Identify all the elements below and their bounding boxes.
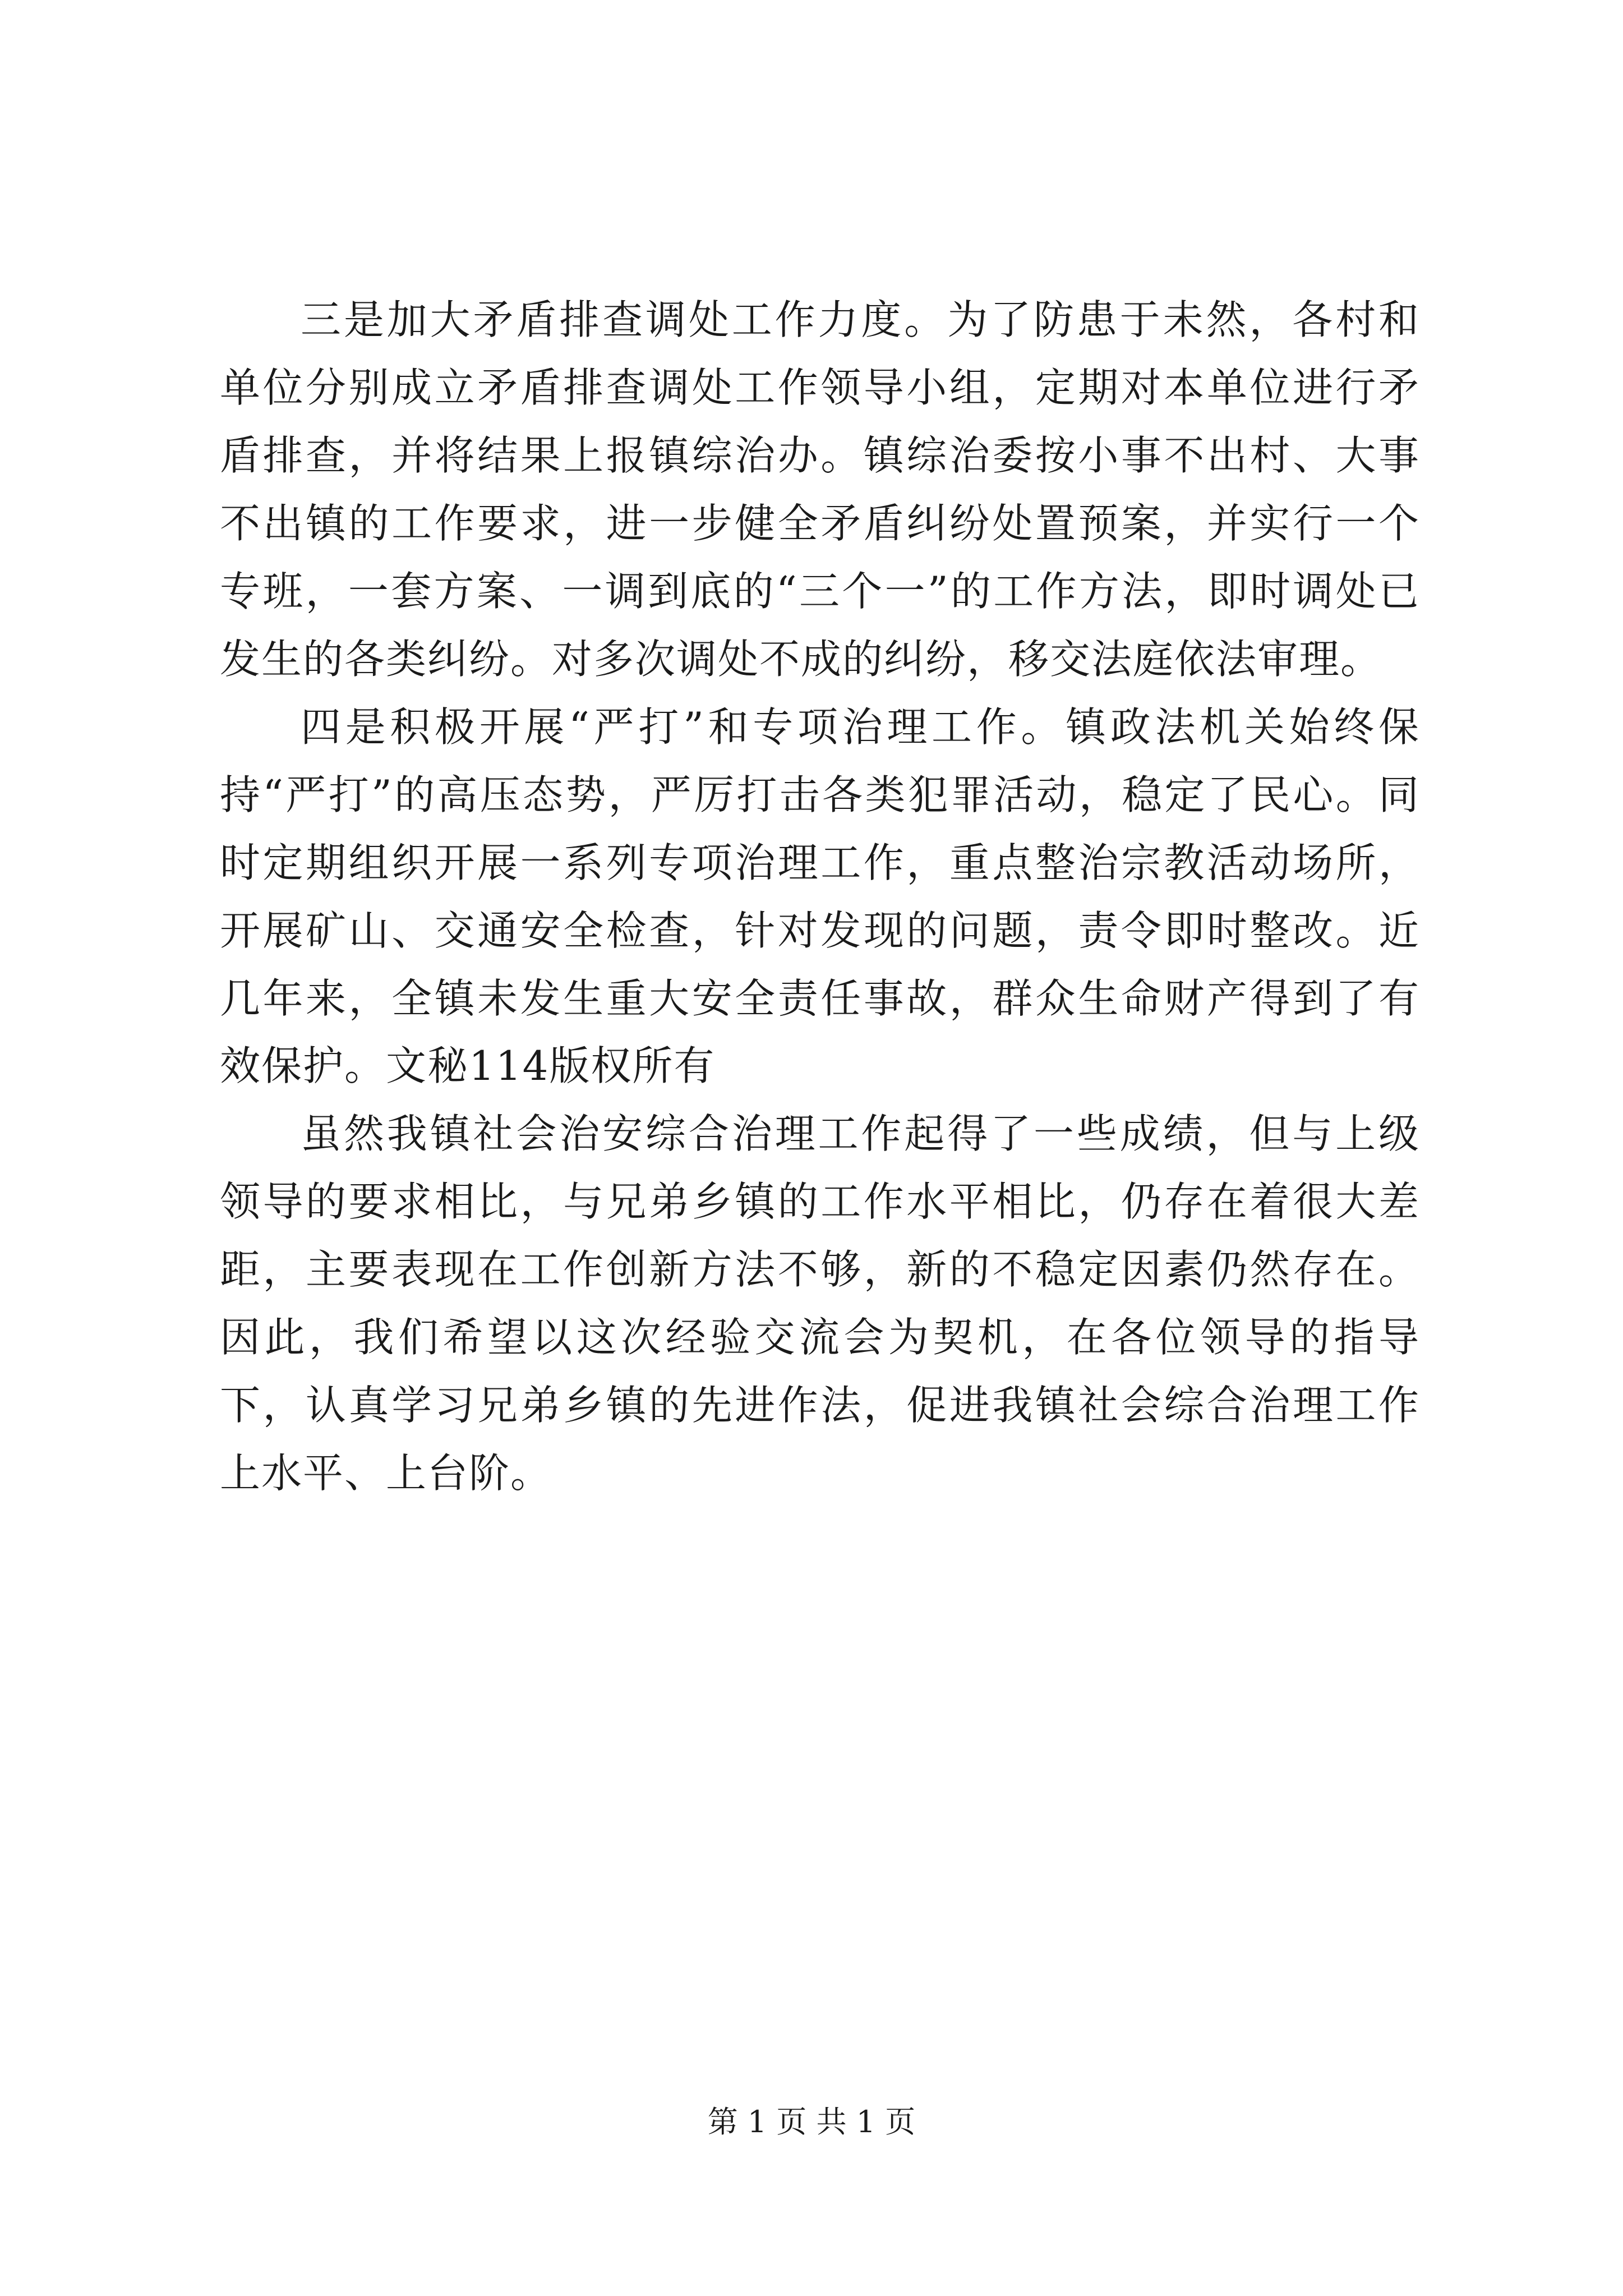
paragraph-1: 三是加大矛盾排查调处工作力度。为了防患于未然，各村和单位分别成立矛盾排查调处工作领导小组，定期对本单位进行矛盾排查，并将结果上报镇综治办。镇综治委按小事不出村、大事不出镇的工作要求，进一步健全矛盾纠纷处置预案，并实行一个专班，一套方案、一调到底的“三个一”的工作方法，即时调处已发生的各类纠纷。对多次调处不成的纠纷，移交法庭依法审理。 <box>220 296 1420 683</box>
page-footer: 第 1 页 共 1 页 <box>707 2104 916 2139</box>
paragraph-3: 虽然我镇社会治安综合治理工作起得了一些成绩，但与上级领导的要求相比，与兄弟乡镇的工作水平相比，仍存在着很大差距，主要表现在工作创新方法不够，新的不稳定因素仍然存在。因此，我们希望以这次经验交流会为契机，在各位领导的指导下，认真学习兄弟乡镇的先进作法，促进我镇社会综合治理工作上水平、上台阶。 <box>220 1110 1420 1497</box>
document-body <box>220 286 1420 1507</box>
paragraph-2: 四是积极开展“严打”和专项治理工作。镇政法机关始终保持“严打”的高压态势，严厉打击各类犯罪活动，稳定了民心。同时定期组织开展一系列专项治理工作，重点整治宗教活动场所，开展矿山、交通安全检查，针对发现的问题，责令即时整改。近几年来，全镇未发生重大安全责任事故，群众生命财产得到了有效保护。文秘114版权所有 <box>220 703 1420 1090</box>
